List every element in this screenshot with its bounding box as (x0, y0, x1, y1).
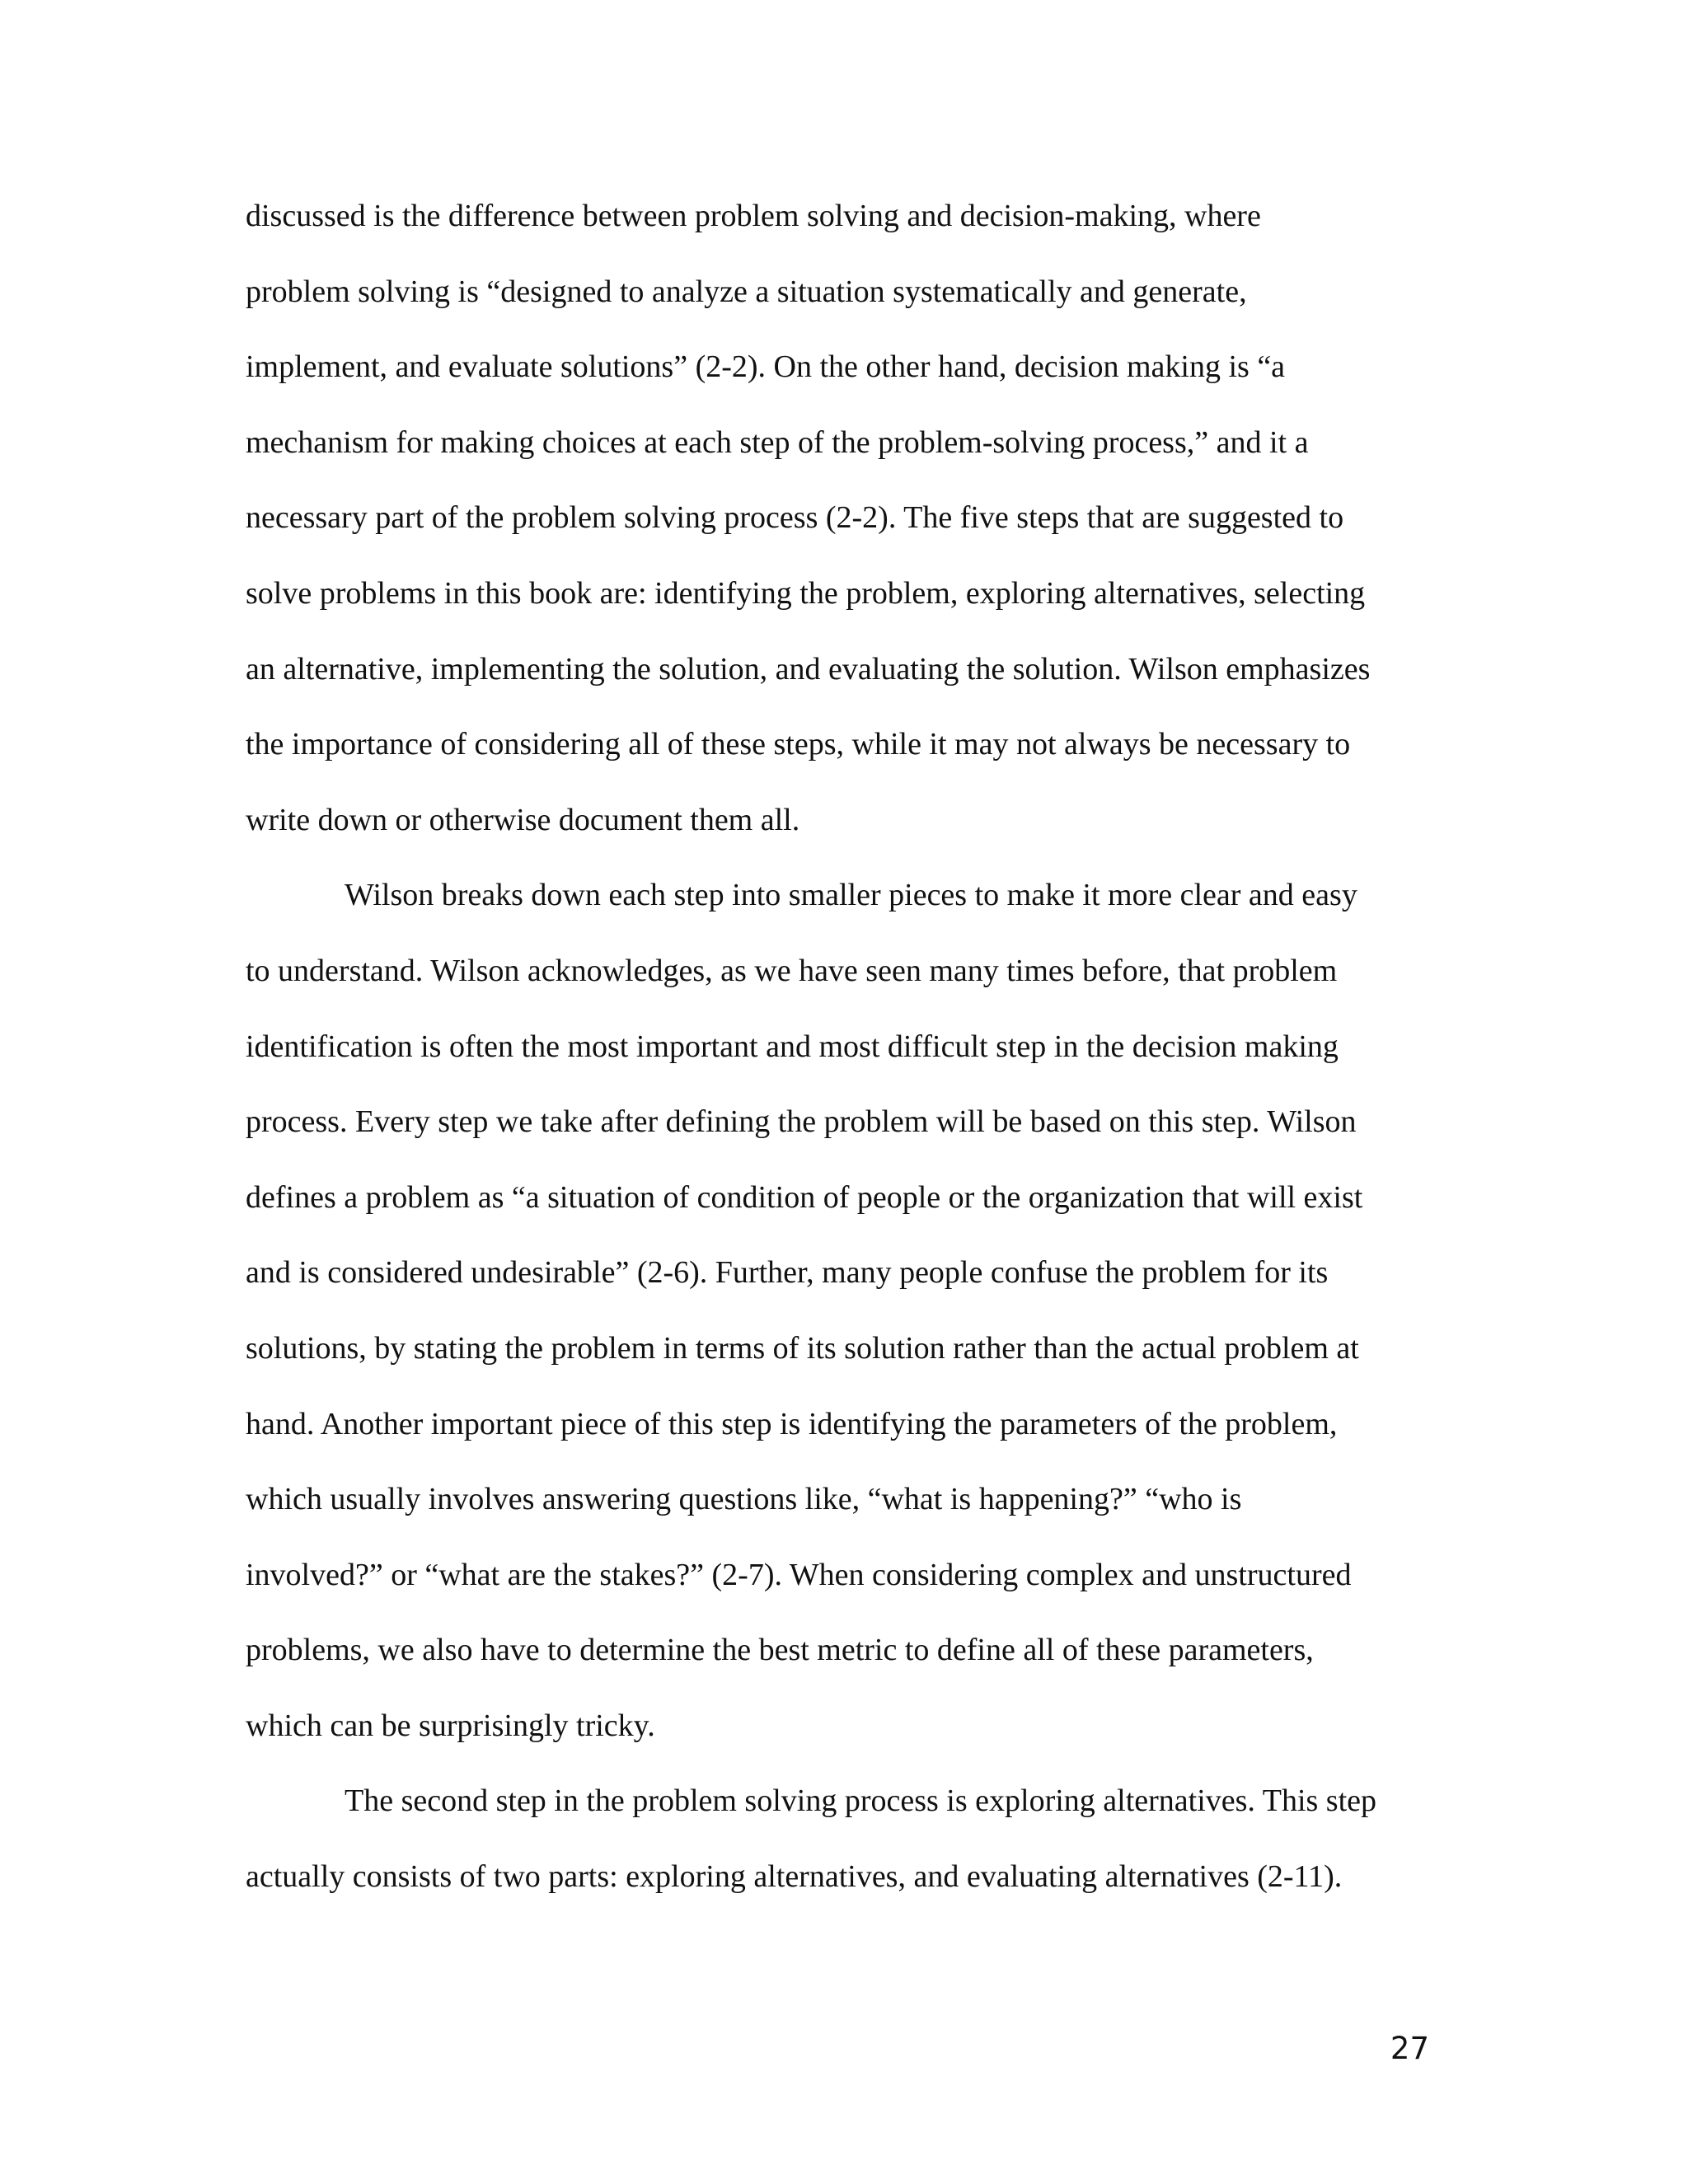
text-line: actually consists of two parts: exploring alternatives, and evaluating alternatives (2-11). (246, 1859, 1343, 1895)
text-line: solutions, by stating the problem in terms of its solution rather than the actual problem at (246, 1330, 1359, 1366)
text-line: discussed is the difference between problem solving and decision-making, where (246, 199, 1261, 233)
text-line: process. Every step we take after defining the problem will be based on this step. Wilson (246, 1104, 1357, 1140)
text-line: involved?” or “what are the stakes?” (2-7). When considering complex and unstructured (246, 1557, 1352, 1592)
text-line: problem solving is “designed to analyze a situation systematically and generate, (246, 274, 1247, 309)
text-line: write down or otherwise document them all. (246, 802, 800, 837)
text-line: necessary part of the problem solving process (2-2). The five steps that are suggested to (246, 500, 1344, 536)
text-line: solve problems in this book are: identifying the problem, exploring alternatives, selecting (246, 575, 1366, 611)
text-line: which usually involves answering questions like, “what is happening?” “who is (246, 1482, 1242, 1517)
text-line: problems, we also have to determine the best metric to define all of these parameters, (246, 1633, 1314, 1668)
paragraph-first-line: The second step in the problem solving process is exploring alternatives. This step (345, 1783, 1376, 1819)
body-text (246, 193, 1432, 1929)
text-line: hand. Another important piece of this step is identifying the parameters of the problem, (246, 1406, 1338, 1441)
page-number: 27 (1390, 2031, 1429, 2066)
paragraph-first-line: Wilson breaks down each step into smaller pieces to make it more clear and easy (345, 878, 1357, 913)
text-line: which can be surprisingly tricky. (246, 1708, 655, 1743)
text-line: to understand. Wilson acknowledges, as we have seen many times before, that problem (246, 953, 1338, 988)
text-line: and is considered undesirable” (2-6). Further, many people confuse the problem for its (246, 1255, 1329, 1291)
text-line: the importance of considering all of these steps, while it may not always be necessary to (246, 727, 1351, 762)
text-line: mechanism for making choices at each step of the problem-solving process,” and it a (246, 424, 1309, 460)
text-line: an alternative, implementing the solution, and evaluating the solution. Wilson emphasizes (246, 651, 1371, 687)
text-line: implement, and evaluate solutions” (2-2). On the other hand, decision making is “a (246, 349, 1286, 385)
text-line: identification is often the most important and most difficult step in the decision making (246, 1029, 1339, 1064)
text-line: defines a problem as “a situation of condition of people or the organization that will exist (246, 1179, 1363, 1215)
